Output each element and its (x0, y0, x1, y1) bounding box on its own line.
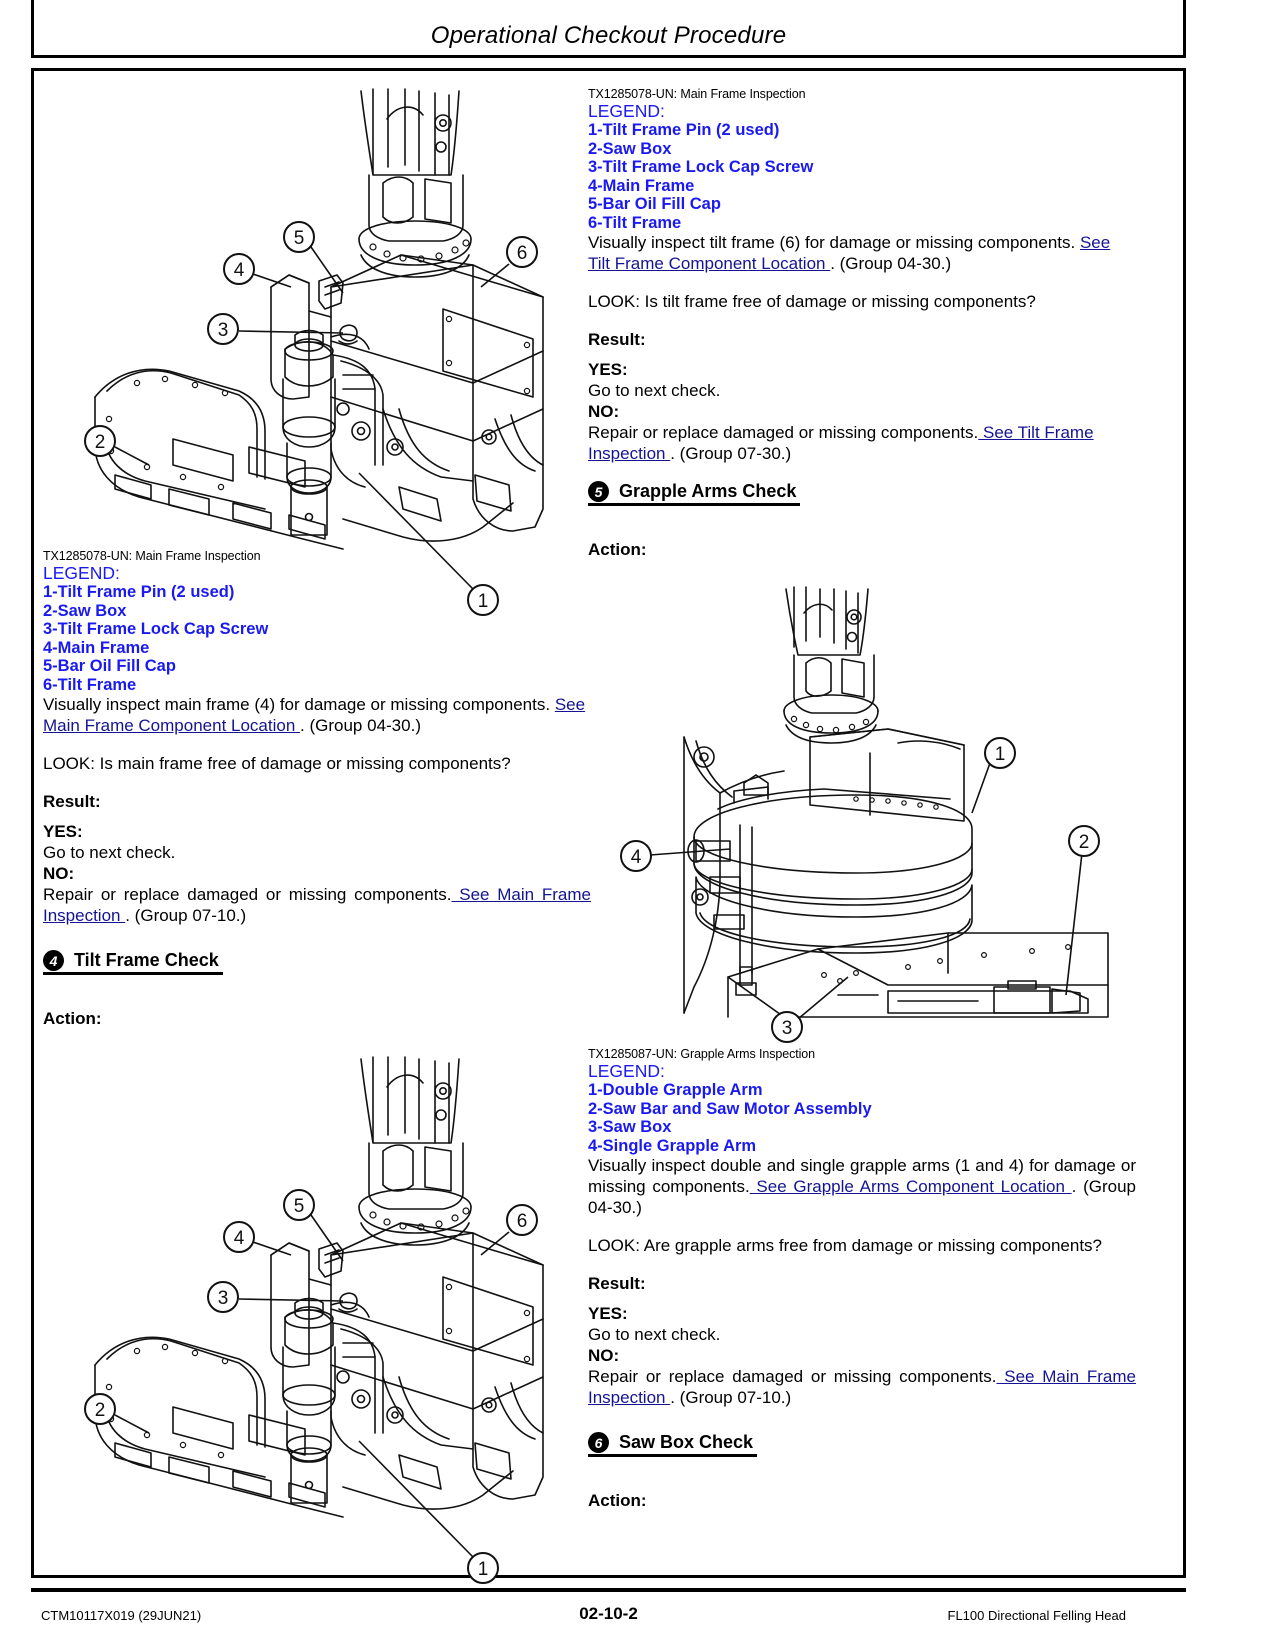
inspect-group-ref: . (Group 04-30.) (830, 254, 952, 273)
inspect-instruction (588, 1155, 1136, 1218)
legend-item: 1-Tilt Frame Pin (2 used) (588, 121, 780, 139)
figure-grapple-arms-inspection (588, 577, 1136, 1037)
result-label: Result: (588, 1274, 646, 1293)
action-label: Action: (43, 1009, 102, 1028)
legend-item: 4-Main Frame (588, 176, 695, 195)
component-location-link[interactable]: See Grapple Arms Component Location (749, 1177, 1072, 1196)
svg-text:3: 3 (217, 1288, 229, 1309)
tilt-frame-illustration (43, 1047, 583, 1580)
action-label: Action: (588, 1491, 647, 1510)
svg-text:2: 2 (94, 432, 106, 453)
no-label: NO: (43, 864, 75, 883)
svg-text:2: 2 (1078, 832, 1090, 853)
legend-item: 5-Bar Oil Fill Cap (43, 657, 176, 675)
legend-heading: LEGEND: (43, 563, 120, 583)
check-title: Saw Box Check (619, 1432, 754, 1452)
no-label: NO: (588, 1346, 620, 1365)
legend-item: 5-Bar Oil Fill Cap (588, 195, 721, 213)
legend-item: 3-Tilt Frame Lock Cap Screw (43, 620, 269, 638)
look-question: LOOK: Are grapple arms free from damage or missing components? (588, 1236, 1103, 1255)
legend-item: 2-Saw Bar and Saw Motor Assembly (588, 1099, 872, 1118)
svg-text:3: 3 (217, 320, 229, 341)
check-title: Tilt Frame Check (74, 950, 219, 970)
footer-divider (31, 1588, 1186, 1592)
saw-box-check-heading[interactable] (588, 1432, 757, 1457)
legend-item: 4-Main Frame (43, 638, 150, 657)
inspect-lead-text: Visually inspect tilt frame (6) for damage or missing components. (588, 233, 1076, 252)
svg-text:4: 4 (233, 260, 245, 281)
component-location-link[interactable]: See Tilt Frame Component Location (588, 233, 1111, 273)
yes-text: Go to next check. (43, 843, 176, 862)
svg-text:1: 1 (994, 744, 1006, 765)
look-question: LOOK: Is main frame free of damage or missing components? (43, 754, 511, 773)
figure-caption: TX1285087-UN: Grapple Arms Inspection (588, 1047, 815, 1061)
inspect-group-ref: . (Group 04-30.) (300, 716, 421, 735)
page-footer (31, 1598, 1186, 1638)
no-text (588, 1366, 1136, 1408)
no-group-ref: . (Group 07-30.) (670, 444, 792, 463)
inspection-link[interactable]: See Main Frame Inspection (588, 1367, 1136, 1407)
no-lead-text: Repair or replace damaged or missing components. (43, 885, 452, 904)
left-column (43, 79, 591, 1580)
grapple-arms-check-heading[interactable] (588, 481, 800, 506)
legend-item: 2-Saw Box (43, 601, 127, 620)
inspect-lead-text: Visually inspect main frame (4) for damage or missing components. (43, 695, 551, 714)
inspection-link[interactable]: See Tilt Frame Inspection (588, 423, 1094, 463)
no-lead-text: Repair or replace damaged or missing components. (588, 423, 979, 442)
no-label: NO: (588, 402, 620, 421)
figure-tilt-frame-inspection (43, 1047, 591, 1580)
yes-label: YES: (588, 1304, 628, 1323)
callout-bubbles (85, 1190, 537, 1583)
legend-item: 3-Saw Box (588, 1118, 672, 1136)
look-question: LOOK: Is tilt frame free of damage or missing components? (588, 292, 1036, 311)
legend-heading: LEGEND: (588, 1061, 665, 1081)
legend-item: 1-Tilt Frame Pin (2 used) (43, 583, 235, 601)
legend-item: 6-Tilt Frame (43, 675, 137, 694)
inspect-instruction (43, 694, 591, 736)
check-number-badge: 6 (588, 1432, 609, 1453)
legend-item: 6-Tilt Frame (588, 213, 682, 232)
check-title: Grapple Arms Check (619, 481, 797, 501)
page-content-frame (31, 68, 1186, 1578)
inspect-lead-text: Visually inspect double and single grapple arms (1 and 4) for damage or missing components. (588, 1156, 1136, 1196)
footer-page-number: 02-10-2 (579, 1604, 638, 1623)
grapple-arms-check-block (588, 1047, 1136, 1511)
callout-bubbles (621, 738, 1099, 1042)
no-group-ref: . (Group 07-10.) (125, 906, 247, 925)
footer-product-name: FL100 Directional Felling Head (947, 1608, 1126, 1623)
inspect-instruction (588, 232, 1136, 274)
svg-text:6: 6 (516, 243, 528, 264)
component-location-link[interactable]: See Main Frame Component Location (43, 695, 586, 735)
legend-item: 2-Saw Box (588, 139, 672, 158)
figure-caption: TX1285078-UN: Main Frame Inspection (43, 549, 261, 563)
footer-document-id: CTM10117X019 (29JUN21) (41, 1608, 202, 1623)
yes-text: Go to next check. (588, 381, 721, 400)
svg-text:3: 3 (781, 1018, 793, 1039)
svg-text:4: 4 (233, 1228, 245, 1249)
right-column (588, 79, 1136, 1528)
svg-text:1: 1 (477, 591, 489, 612)
legend-item: 3-Tilt Frame Lock Cap Screw (588, 158, 814, 176)
no-lead-text: Repair or replace damaged or missing components. (588, 1367, 997, 1386)
no-group-ref: . (Group 07-10.) (670, 1388, 792, 1407)
yes-label: YES: (43, 822, 83, 841)
svg-text:5: 5 (293, 228, 305, 249)
check-number-badge: 4 (43, 950, 64, 971)
inspect-group-ref: . (Group 04-30.) (588, 1177, 1136, 1217)
no-text (588, 422, 1136, 464)
page-title: Operational Checkout Procedure (430, 22, 787, 49)
svg-text:2: 2 (94, 1400, 106, 1421)
check-number-badge: 5 (588, 481, 609, 502)
action-label: Action: (588, 540, 647, 559)
legend-item: 4-Single Grapple Arm (588, 1136, 757, 1155)
legend-heading: LEGEND: (588, 101, 665, 121)
yes-text: Go to next check. (588, 1325, 721, 1344)
svg-text:4: 4 (630, 847, 642, 868)
no-text (43, 884, 591, 926)
svg-text:1: 1 (477, 1559, 489, 1580)
svg-text:5: 5 (293, 1196, 305, 1217)
tilt-frame-check-block (588, 87, 1136, 560)
main-frame-check-block (43, 549, 591, 1029)
svg-text:6: 6 (516, 1211, 528, 1232)
legend-item: 1-Double Grapple Arm (588, 1081, 763, 1099)
result-label: Result: (43, 792, 101, 811)
page-header (31, 0, 1186, 58)
figure-caption: TX1285078-UN: Main Frame Inspection (588, 87, 806, 101)
yes-label: YES: (588, 360, 628, 379)
inspection-link[interactable]: See Main Frame Inspection (43, 885, 591, 925)
tilt-frame-check-heading[interactable] (43, 950, 223, 975)
result-label: Result: (588, 330, 646, 349)
grapple-arms-illustration (588, 577, 1128, 1037)
